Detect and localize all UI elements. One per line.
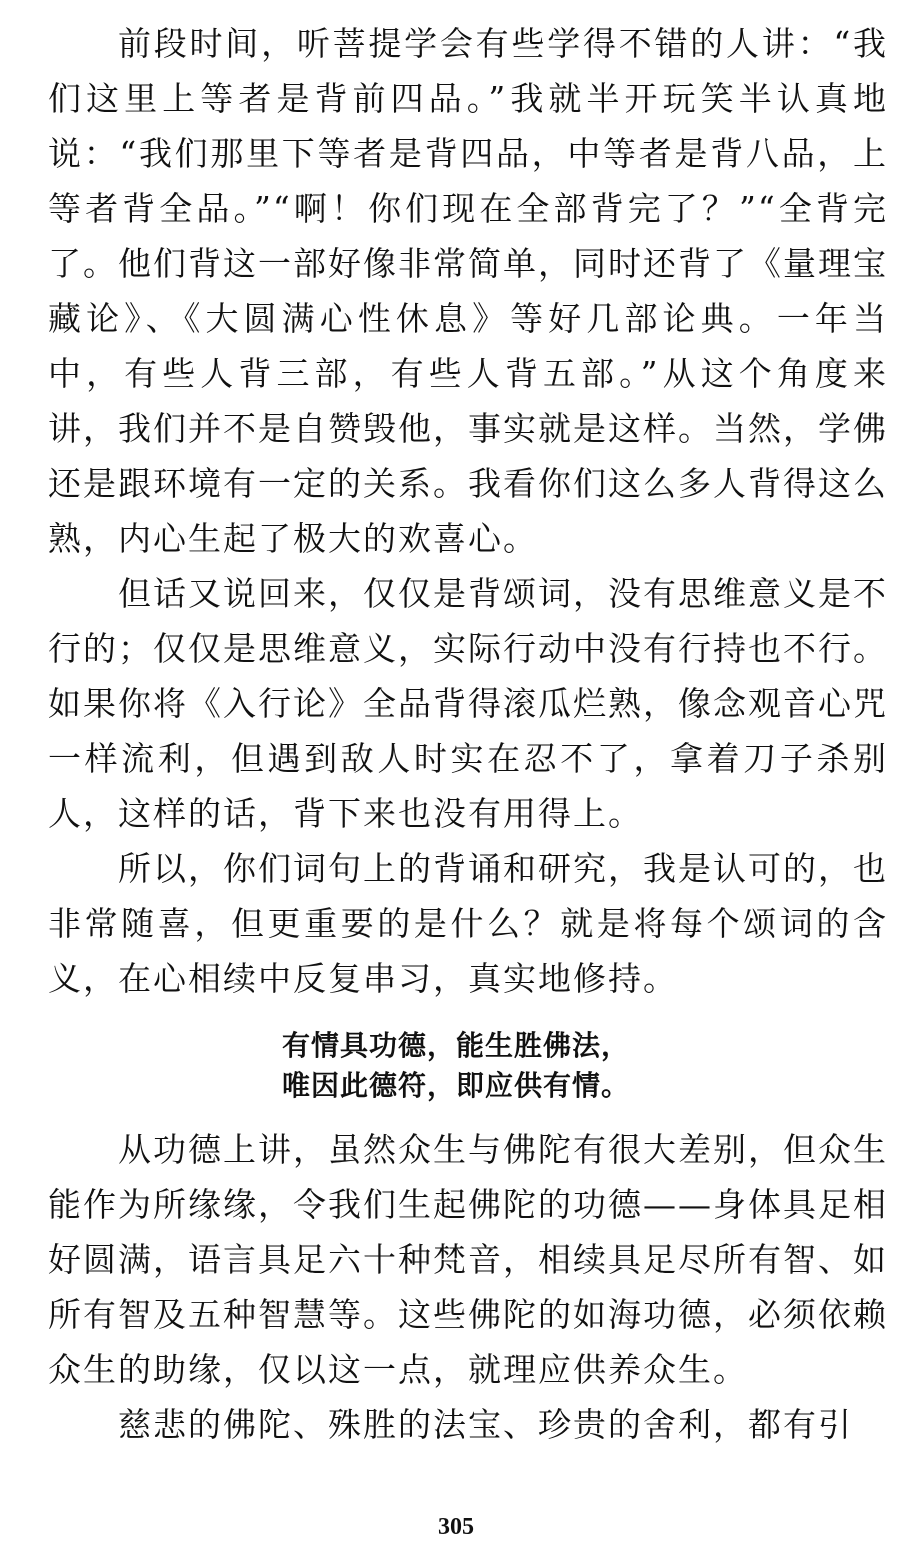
verse-line-2: 唯因此德符，即应供有情。: [281, 1069, 630, 1102]
paragraph: 慈悲的佛陀、殊胜的法宝、珍贵的舍利，都有引: [118, 1405, 853, 1444]
text-block-before-verse: [48, 16, 888, 1006]
verse-line-1: 有情具功德，能生胜佛法，: [281, 1029, 630, 1062]
paragraph: 前段时间，听菩提学会有些学得不错的人讲：“我们这里上等者是背前四品。”我就半开玩笑半认真地说：“我们那里下等者是背四品，中等者是背八品，上等者背全品。”“啊！你们现在全部背完了？”“全背完了。他们背这一部好像非常简单，同时还背了《量理宝藏论》、《大圆满心性休息》等好几部论典。一年当中，有些人背三部，有些人背五部。”从这个角度来讲，我们并不是自赞毁他，事实就是这样。当然，学佛还是跟环境有一定的关系。我看你们这么多人背得这么熟，内心生起了极大的欢喜心。: [48, 24, 888, 558]
text-block-after-verse: [48, 1122, 888, 1452]
verse-block: [0, 1026, 912, 1106]
paragraph: 但话又说回来，仅仅是背颂词，没有思维意义是不行的；仅仅是思维意义，实际行动中没有行持也不行。如果你将《入行论》全品背得滚瓜烂熟，像念观音心咒一样流利，但遇到敌人时实在忍不了，拿着刀子杀别人，这样的话，背下来也没有用得上。: [48, 574, 888, 833]
paragraph: 所以，你们词句上的背诵和研究，我是认可的，也非常随喜，但更重要的是什么？就是将每个颂词的含义，在心相续中反复串习，真实地修持。: [48, 849, 888, 998]
paragraph: 从功德上讲，虽然众生与佛陀有很大差别，但众生能作为所缘缘，令我们生起佛陀的功德——身体具足相好圆满，语言具足六十种梵音，相续具足尽所有智、如所有智及五种智慧等。这些佛陀的如海功德，必须依赖众生的助缘，仅以这一点，就理应供养众生。: [48, 1130, 888, 1389]
page-number: 305: [438, 1514, 474, 1540]
